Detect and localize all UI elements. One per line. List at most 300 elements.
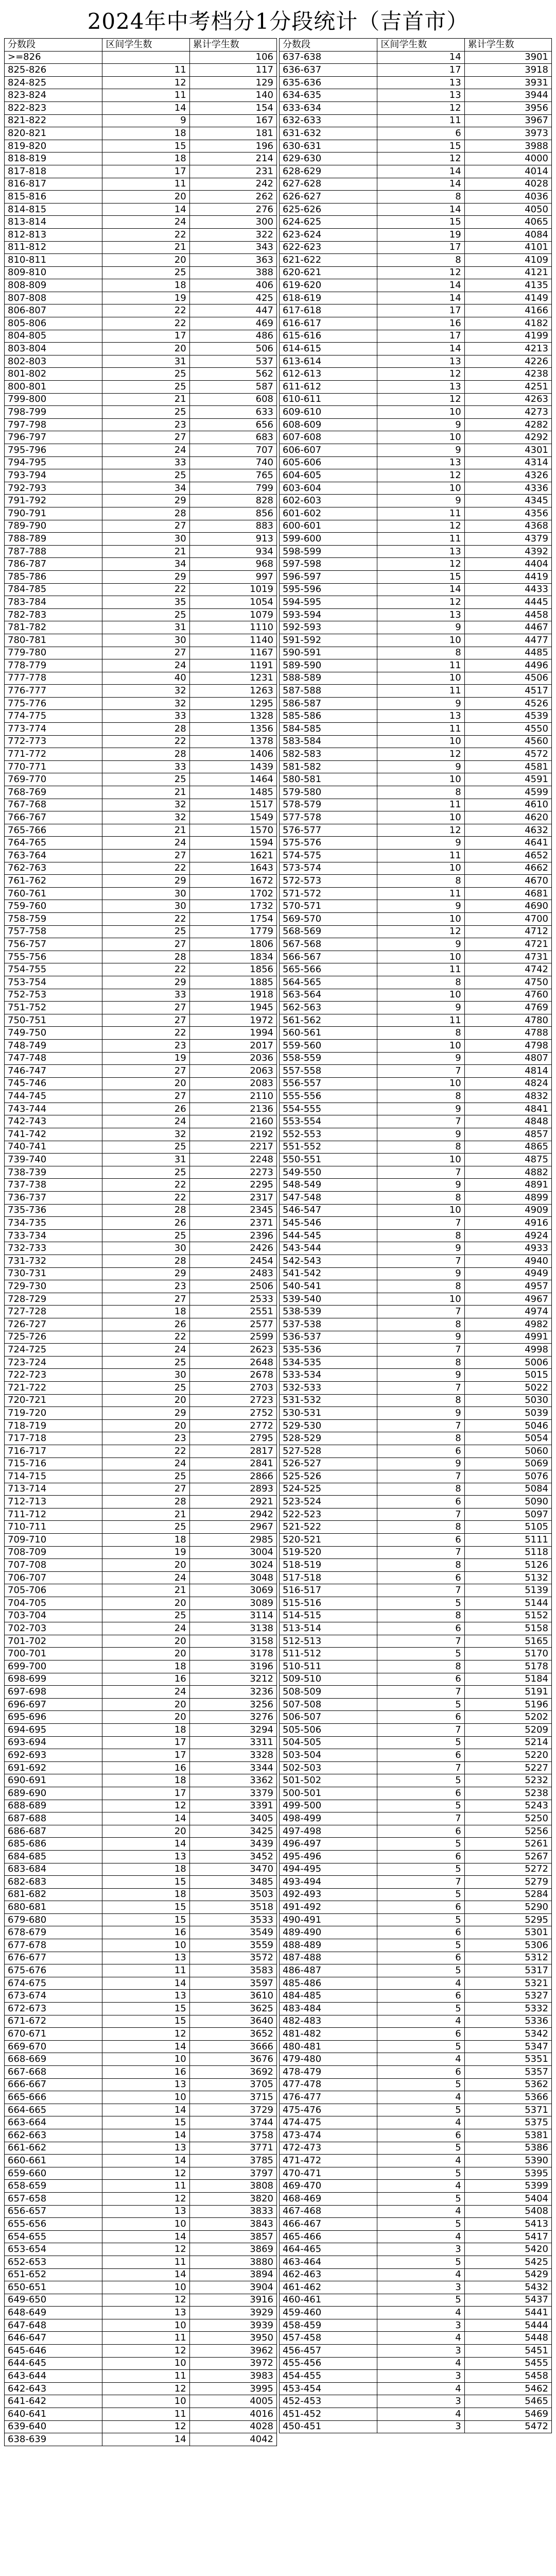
- cell-score-range: 691-692: [5, 1761, 102, 1774]
- table-row: [280, 114, 552, 127]
- cell-cumulative-count: 5022: [464, 1381, 551, 1394]
- cell-cumulative-count: 4121: [464, 266, 551, 279]
- cell-cumulative-count: 4251: [464, 381, 551, 394]
- table-row: [280, 1483, 552, 1496]
- table-row: [5, 2003, 277, 2015]
- cell-score-range: 673-674: [5, 1990, 102, 2003]
- cell-interval-count: 11: [102, 178, 189, 191]
- cell-interval-count: 8: [377, 1660, 464, 1673]
- cell-cumulative-count: 4924: [464, 1229, 551, 1242]
- cell-cumulative-count: 5462: [464, 2382, 551, 2395]
- cell-cumulative-count: 5448: [464, 2332, 551, 2345]
- cell-cumulative-count: 5306: [464, 1939, 551, 1952]
- table-row: [5, 1432, 277, 1445]
- cell-cumulative-count: 4014: [464, 165, 551, 178]
- cell-interval-count: 19: [102, 1052, 189, 1065]
- table-row: [5, 2192, 277, 2205]
- table-row: [280, 1800, 552, 1812]
- table-row: [280, 786, 552, 799]
- cell-interval-count: 6: [377, 1901, 464, 1914]
- cell-score-range: >=826: [5, 51, 102, 64]
- cell-interval-count: 9: [377, 1179, 464, 1192]
- header-score-range: 分数段: [5, 39, 102, 52]
- cell-interval-count: 7: [377, 1217, 464, 1230]
- cell-score-range: 644-645: [5, 2357, 102, 2370]
- cell-cumulative-count: 2648: [189, 1356, 276, 1369]
- cell-interval-count: 30: [102, 533, 189, 546]
- table-row: [280, 1407, 552, 1420]
- cell-cumulative-count: 913: [189, 533, 276, 546]
- table-row: [5, 1407, 277, 1420]
- cell-cumulative-count: 3950: [189, 2332, 276, 2345]
- cell-score-range: 507-508: [280, 1698, 377, 1711]
- table-row: [280, 685, 552, 698]
- table-row: [280, 1673, 552, 1686]
- cell-cumulative-count: 656: [189, 418, 276, 431]
- cell-interval-count: 12: [102, 2294, 189, 2307]
- cell-cumulative-count: 4028: [189, 2420, 276, 2433]
- cell-cumulative-count: 5455: [464, 2357, 551, 2370]
- cell-cumulative-count: 856: [189, 507, 276, 520]
- cell-cumulative-count: 4949: [464, 1267, 551, 1280]
- cell-score-range: 776-777: [5, 685, 102, 698]
- cell-cumulative-count: 1485: [189, 786, 276, 799]
- cell-cumulative-count: 5312: [464, 1952, 551, 1964]
- cell-score-range: 709-710: [5, 1534, 102, 1547]
- cell-cumulative-count: 3470: [189, 1863, 276, 1876]
- cell-cumulative-count: 5227: [464, 1761, 551, 1774]
- cell-cumulative-count: 1439: [189, 760, 276, 773]
- cell-cumulative-count: 4940: [464, 1255, 551, 1268]
- table-row: [5, 697, 277, 710]
- cell-score-range: 712-713: [5, 1496, 102, 1509]
- table-row: [5, 963, 277, 976]
- cell-score-range: 558-559: [280, 1052, 377, 1065]
- table-row: [5, 51, 277, 64]
- table-row: [5, 2408, 277, 2421]
- cell-score-range: 508-509: [280, 1686, 377, 1699]
- cell-cumulative-count: 1406: [189, 748, 276, 761]
- cell-cumulative-count: 4282: [464, 418, 551, 431]
- table-row: [5, 279, 277, 292]
- cell-score-range: 563-564: [280, 989, 377, 1002]
- cell-interval-count: 29: [102, 1407, 189, 1420]
- table-row: [280, 1128, 552, 1141]
- cell-score-range: 633-634: [280, 101, 377, 114]
- cell-cumulative-count: 4652: [464, 850, 551, 862]
- cell-cumulative-count: 4467: [464, 621, 551, 634]
- cell-score-range: 725-726: [5, 1331, 102, 1344]
- cell-interval-count: 11: [377, 533, 464, 546]
- cell-interval-count: 9: [377, 418, 464, 431]
- table-row: [5, 1939, 277, 1952]
- cell-interval-count: 8: [377, 1394, 464, 1407]
- table-row: [5, 2243, 277, 2256]
- cell-interval-count: 13: [102, 1850, 189, 1863]
- cell-score-range: 489-490: [280, 1926, 377, 1939]
- cell-interval-count: 25: [102, 1609, 189, 1622]
- cell-cumulative-count: 3715: [189, 2091, 276, 2104]
- cell-score-range: 513-514: [280, 1622, 377, 1635]
- cell-interval-count: 12: [377, 368, 464, 381]
- table-row: [280, 1876, 552, 1889]
- cell-interval-count: 14: [102, 2230, 189, 2243]
- cell-score-range: 601-602: [280, 507, 377, 520]
- cell-score-range: 736-737: [5, 1192, 102, 1205]
- cell-interval-count: 10: [377, 1293, 464, 1306]
- cell-cumulative-count: 3785: [189, 2155, 276, 2167]
- table-row: [5, 1990, 277, 2003]
- cell-score-range: 529-530: [280, 1419, 377, 1432]
- cell-cumulative-count: 707: [189, 444, 276, 457]
- cell-score-range: 460-461: [280, 2294, 377, 2307]
- table-row: [5, 723, 277, 736]
- cell-cumulative-count: 4356: [464, 507, 551, 520]
- table-row: [280, 837, 552, 850]
- cell-interval-count: 18: [102, 1534, 189, 1547]
- table-row: [5, 1242, 277, 1255]
- table-body-left: [5, 51, 277, 2446]
- cell-interval-count: 11: [377, 963, 464, 976]
- cell-score-range: 698-699: [5, 1673, 102, 1686]
- cell-cumulative-count: 4526: [464, 697, 551, 710]
- cell-score-range: 576-577: [280, 824, 377, 837]
- cell-score-range: 707-708: [5, 1559, 102, 1572]
- cell-cumulative-count: 4662: [464, 862, 551, 875]
- table-row: [280, 241, 552, 254]
- table-row: [280, 545, 552, 558]
- cell-score-range: 616-617: [280, 317, 377, 330]
- table-row: [280, 621, 552, 634]
- table-row: [280, 64, 552, 77]
- cell-interval-count: 13: [377, 545, 464, 558]
- table-row: [5, 1445, 277, 1458]
- table-row: [5, 1077, 277, 1090]
- cell-interval-count: 9: [377, 938, 464, 951]
- cell-cumulative-count: 3931: [464, 76, 551, 89]
- cell-interval-count: 10: [377, 989, 464, 1002]
- table-row: [280, 951, 552, 963]
- header-interval-count: 区间学生数: [102, 39, 189, 52]
- cell-interval-count: 12: [377, 824, 464, 837]
- cell-score-range: 643-644: [5, 2370, 102, 2383]
- cell-interval-count: 13: [102, 1990, 189, 2003]
- cell-interval-count: 12: [102, 2167, 189, 2180]
- cell-interval-count: 20: [102, 1825, 189, 1838]
- cell-score-range: 549-550: [280, 1166, 377, 1179]
- cell-interval-count: 24: [102, 216, 189, 229]
- cell-cumulative-count: 1378: [189, 735, 276, 748]
- cell-score-range: 568-569: [280, 925, 377, 938]
- cell-interval-count: 34: [102, 482, 189, 495]
- cell-cumulative-count: 1594: [189, 837, 276, 850]
- table-row: [280, 672, 552, 685]
- table-row: [5, 887, 277, 900]
- table-row: [280, 1648, 552, 1660]
- cell-cumulative-count: 3138: [189, 1622, 276, 1635]
- cell-score-range: 583-584: [280, 735, 377, 748]
- cell-interval-count: 10: [102, 2357, 189, 2370]
- table-row: [280, 1217, 552, 1230]
- cell-score-range: 807-808: [5, 292, 102, 304]
- cell-interval-count: 15: [377, 140, 464, 152]
- cell-interval-count: 10: [102, 2091, 189, 2104]
- table-row: [5, 507, 277, 520]
- cell-score-range: 779-780: [5, 647, 102, 659]
- cell-interval-count: 5: [377, 2003, 464, 2015]
- table-row: [5, 1115, 277, 1128]
- cell-score-range: 486-487: [280, 1964, 377, 1977]
- cell-score-range: 787-788: [5, 545, 102, 558]
- table-row: [5, 2332, 277, 2345]
- cell-interval-count: 12: [102, 2420, 189, 2433]
- cell-cumulative-count: 4909: [464, 1204, 551, 1217]
- cell-score-range: 564-565: [280, 976, 377, 989]
- table-row: [5, 2142, 277, 2155]
- cell-cumulative-count: 2577: [189, 1318, 276, 1331]
- cell-interval-count: 27: [102, 647, 189, 659]
- cell-cumulative-count: 3256: [189, 1698, 276, 1711]
- cell-score-range: 793-794: [5, 469, 102, 482]
- table-row: [280, 887, 552, 900]
- table-row: [280, 355, 552, 368]
- cell-score-range: 613-614: [280, 355, 377, 368]
- cell-interval-count: 28: [102, 951, 189, 963]
- cell-score-range: 735-736: [5, 1204, 102, 1217]
- table-row: [280, 710, 552, 723]
- cell-interval-count: 22: [102, 583, 189, 596]
- cell-interval-count: 4: [377, 1977, 464, 1990]
- table-row: [5, 1027, 277, 1040]
- table-row: [280, 1546, 552, 1559]
- cell-interval-count: 18: [102, 1660, 189, 1673]
- cell-score-range: 607-608: [280, 431, 377, 444]
- cell-score-range: 763-764: [5, 850, 102, 862]
- cell-score-range: 788-789: [5, 533, 102, 546]
- cell-cumulative-count: 1549: [189, 811, 276, 824]
- cell-cumulative-count: 4731: [464, 951, 551, 963]
- cell-score-range: 456-457: [280, 2345, 377, 2358]
- cell-score-range: 766-767: [5, 811, 102, 824]
- cell-interval-count: 5: [377, 1800, 464, 1812]
- cell-score-range: 473-474: [280, 2129, 377, 2142]
- cell-interval-count: 14: [102, 1812, 189, 1825]
- cell-cumulative-count: 3988: [464, 140, 551, 152]
- cell-cumulative-count: 799: [189, 482, 276, 495]
- table-row: [280, 343, 552, 355]
- cell-interval-count: 28: [102, 507, 189, 520]
- cell-cumulative-count: 3705: [189, 2078, 276, 2091]
- table-row: [5, 2281, 277, 2294]
- table-row: [280, 1267, 552, 1280]
- cell-interval-count: 31: [102, 621, 189, 634]
- cell-cumulative-count: 5362: [464, 2078, 551, 2091]
- cell-cumulative-count: 4882: [464, 1166, 551, 1179]
- cell-cumulative-count: 4273: [464, 406, 551, 419]
- cell-score-range: 484-485: [280, 1990, 377, 2003]
- cell-score-range: 786-787: [5, 558, 102, 571]
- table-row: [5, 1952, 277, 1964]
- cell-interval-count: 5: [377, 1939, 464, 1952]
- table-row: [5, 114, 277, 127]
- cell-interval-count: 20: [102, 1559, 189, 1572]
- cell-interval-count: 3: [377, 2395, 464, 2408]
- cell-score-range: 459-460: [280, 2307, 377, 2319]
- table-row: [280, 2382, 552, 2395]
- cell-score-range: 504-505: [280, 1736, 377, 1749]
- cell-score-range: 560-561: [280, 1027, 377, 1040]
- tables-container: [4, 38, 552, 2446]
- table-row: [280, 850, 552, 862]
- cell-interval-count: 23: [102, 1432, 189, 1445]
- cell-interval-count: 6: [377, 1787, 464, 1800]
- cell-score-range: 646-647: [5, 2332, 102, 2345]
- cell-interval-count: 22: [102, 963, 189, 976]
- cell-cumulative-count: 2723: [189, 1394, 276, 1407]
- cell-cumulative-count: 3901: [464, 51, 551, 64]
- cell-cumulative-count: 3452: [189, 1850, 276, 1863]
- cell-score-range: 524-525: [280, 1483, 377, 1496]
- cell-cumulative-count: 2036: [189, 1052, 276, 1065]
- cell-score-range: 452-453: [280, 2395, 377, 2408]
- cell-score-range: 502-503: [280, 1761, 377, 1774]
- cell-interval-count: 11: [377, 887, 464, 900]
- cell-score-range: 478-479: [280, 2066, 377, 2079]
- table-row: [5, 228, 277, 241]
- cell-interval-count: 32: [102, 811, 189, 824]
- cell-interval-count: 14: [102, 2104, 189, 2116]
- cell-interval-count: 14: [102, 203, 189, 216]
- cell-score-range: 548-549: [280, 1179, 377, 1192]
- cell-score-range: 574-575: [280, 850, 377, 862]
- cell-cumulative-count: 1231: [189, 672, 276, 685]
- table-row: [280, 330, 552, 343]
- cell-cumulative-count: 4016: [189, 2408, 276, 2421]
- table-row: [5, 89, 277, 102]
- table-row: [5, 178, 277, 191]
- cell-cumulative-count: 2967: [189, 1521, 276, 1534]
- table-row: [280, 228, 552, 241]
- cell-cumulative-count: 4149: [464, 292, 551, 304]
- cell-interval-count: 29: [102, 1267, 189, 1280]
- cell-cumulative-count: 3808: [189, 2180, 276, 2193]
- cell-cumulative-count: 4591: [464, 773, 551, 786]
- table-row: [280, 1774, 552, 1787]
- cell-interval-count: 10: [377, 951, 464, 963]
- cell-cumulative-count: 3559: [189, 1939, 276, 1952]
- cell-score-range: 751-752: [5, 1002, 102, 1014]
- cell-score-range: 672-673: [5, 2003, 102, 2015]
- cell-score-range: 650-651: [5, 2281, 102, 2294]
- cell-cumulative-count: 3344: [189, 1761, 276, 1774]
- cell-interval-count: 10: [102, 2281, 189, 2294]
- cell-score-range: 671-672: [5, 2015, 102, 2028]
- cell-interval-count: 4: [377, 2408, 464, 2421]
- cell-interval-count: 13: [377, 608, 464, 621]
- cell-score-range: 454-455: [280, 2370, 377, 2383]
- cell-score-range: 804-805: [5, 330, 102, 343]
- table-row: [280, 165, 552, 178]
- cell-score-range: 569-570: [280, 912, 377, 925]
- table-row: [280, 2281, 552, 2294]
- cell-score-range: 784-785: [5, 583, 102, 596]
- cell-cumulative-count: 4182: [464, 317, 551, 330]
- cell-score-range: 674-675: [5, 1977, 102, 1990]
- cell-cumulative-count: 2136: [189, 1103, 276, 1115]
- cell-interval-count: 20: [102, 1711, 189, 1724]
- table-row: [5, 1635, 277, 1648]
- cell-cumulative-count: 4326: [464, 469, 551, 482]
- cell-interval-count: 10: [377, 1154, 464, 1166]
- cell-cumulative-count: 3857: [189, 2230, 276, 2243]
- table-row: [5, 266, 277, 279]
- cell-cumulative-count: 469: [189, 317, 276, 330]
- cell-score-range: 531-532: [280, 1394, 377, 1407]
- cell-score-range: 647-648: [5, 2319, 102, 2332]
- cell-interval-count: [102, 51, 189, 64]
- cell-score-range: 716-717: [5, 1445, 102, 1458]
- cell-score-range: 697-698: [5, 1686, 102, 1699]
- cell-cumulative-count: 5076: [464, 1470, 551, 1483]
- table-row: [5, 912, 277, 925]
- cell-interval-count: 11: [102, 2332, 189, 2345]
- cell-cumulative-count: 3956: [464, 101, 551, 114]
- table-row: [280, 1571, 552, 1584]
- cell-interval-count: 12: [377, 520, 464, 533]
- cell-score-range: 630-631: [280, 140, 377, 152]
- cell-score-range: 747-748: [5, 1052, 102, 1065]
- cell-score-range: 608-609: [280, 418, 377, 431]
- cell-cumulative-count: 1806: [189, 938, 276, 951]
- cell-interval-count: 3: [377, 2370, 464, 2383]
- cell-interval-count: 23: [102, 1280, 189, 1293]
- table-row: [280, 647, 552, 659]
- cell-interval-count: 12: [377, 266, 464, 279]
- score-table-left: [4, 38, 277, 2446]
- cell-score-range: 666-667: [5, 2078, 102, 2091]
- cell-interval-count: 30: [102, 1369, 189, 1382]
- cell-interval-count: 17: [102, 165, 189, 178]
- cell-cumulative-count: 1570: [189, 824, 276, 837]
- cell-score-range: 609-610: [280, 406, 377, 419]
- cell-score-range: 543-544: [280, 1242, 377, 1255]
- cell-interval-count: 6: [377, 1711, 464, 1724]
- table-row: [5, 2268, 277, 2281]
- cell-interval-count: 5: [377, 2218, 464, 2231]
- table-row: [280, 1344, 552, 1357]
- cell-interval-count: 27: [102, 1090, 189, 1103]
- table-row: [280, 1660, 552, 1673]
- table-row: [280, 570, 552, 583]
- cell-score-range: 627-628: [280, 178, 377, 191]
- cell-interval-count: 7: [377, 1723, 464, 1736]
- cell-score-range: 470-471: [280, 2167, 377, 2180]
- cell-score-range: 769-770: [5, 773, 102, 786]
- cell-score-range: 606-607: [280, 444, 377, 457]
- table-row: [280, 89, 552, 102]
- cell-score-range: 724-725: [5, 1344, 102, 1357]
- cell-cumulative-count: 5220: [464, 1749, 551, 1762]
- cell-score-range: 536-537: [280, 1331, 377, 1344]
- table-row: [5, 1166, 277, 1179]
- cell-cumulative-count: 425: [189, 292, 276, 304]
- cell-interval-count: 11: [377, 659, 464, 672]
- cell-interval-count: 22: [102, 1331, 189, 1344]
- cell-cumulative-count: 1856: [189, 963, 276, 976]
- cell-cumulative-count: 5267: [464, 1850, 551, 1863]
- cell-interval-count: 22: [102, 1192, 189, 1205]
- cell-interval-count: 21: [102, 393, 189, 406]
